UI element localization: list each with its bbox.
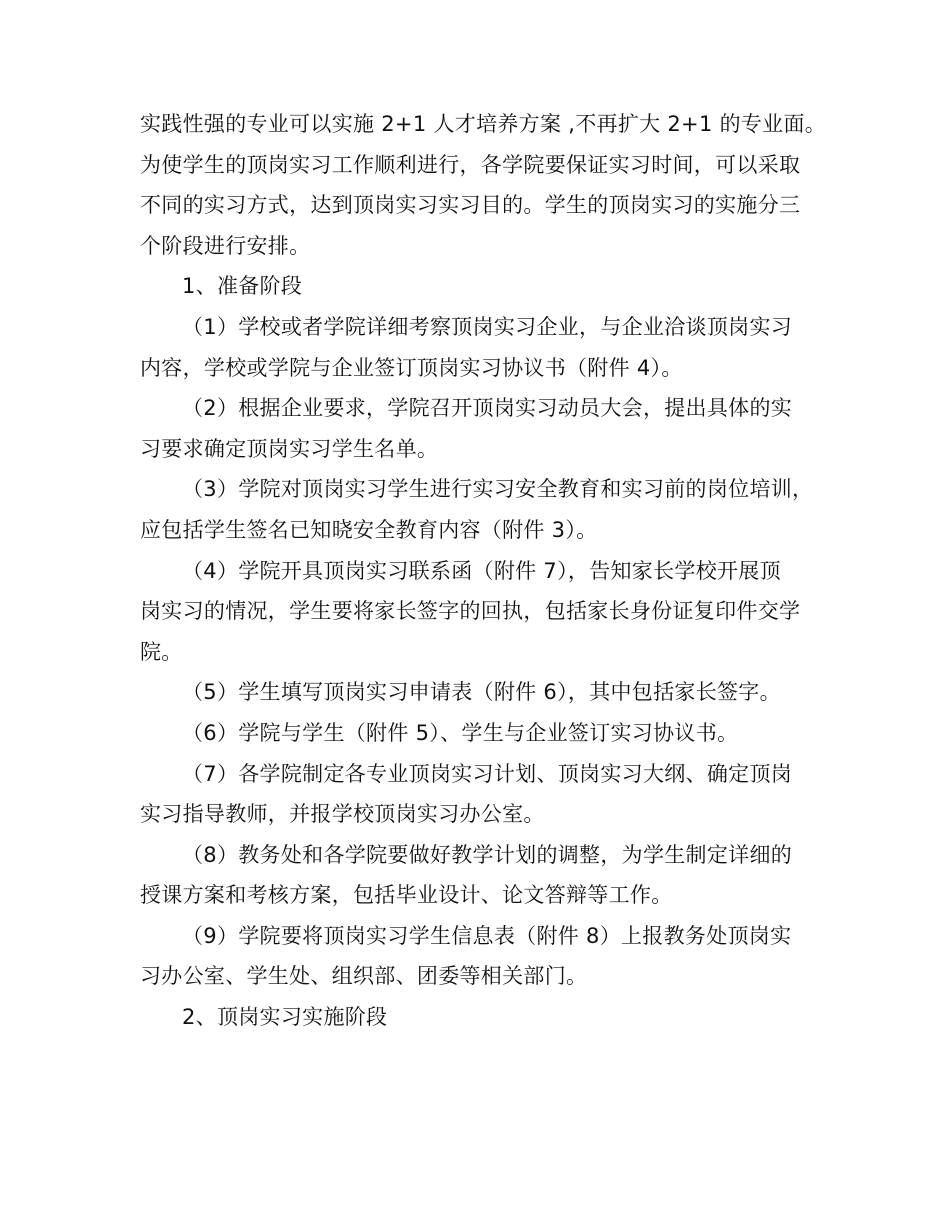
- text-line: 为使学生的顶岗实习工作顺利进行，各学院要保证实习时间，可以采取: [140, 152, 801, 177]
- text-line: 实践性强的专业可以实施 2+1 人才培养方案 ,不再扩大 2+1 的专业面。: [140, 112, 827, 136]
- text-line: 不同的实习方式，达到顶岗实习实习目的。学生的顶岗实习的实施分三: [140, 193, 801, 218]
- text-line: （5）学生填写顶岗实习申请表（附件 6），其中包括家长签字。: [182, 680, 781, 705]
- text-line: 1、准备阶段: [182, 274, 303, 299]
- text-line: 岗实习的情况，学生要将家长签字的回执，包括家长身份证复印件交学: [140, 599, 801, 624]
- text-line: 习要求确定顶岗实习学生名单。: [140, 436, 439, 461]
- paragraph-item-9: [140, 916, 820, 997]
- document-body: [140, 104, 827, 1038]
- text-line: （2）根据企业要求，学院召开顶岗实习动员大会，提出具体的实: [182, 396, 793, 421]
- text-line: （9）学院要将顶岗实习学生信息表（附件 8）上报教务处顶岗实: [182, 923, 792, 948]
- text-line: （8）教务处和各学院要做好教学计划的调整，为学生制定详细的: [182, 842, 793, 867]
- paragraph-intro: [140, 104, 827, 266]
- paragraph-item-3: [140, 469, 820, 550]
- text-line: 2、顶岗实习实施阶段: [182, 1005, 388, 1030]
- paragraph-item-1: [140, 307, 820, 388]
- paragraph-item-2: [140, 388, 820, 469]
- text-line: （7）各学院制定各专业顶岗实习计划、顶岗实习大纲、确定顶岗: [182, 761, 793, 786]
- paragraph-item-7: [140, 754, 820, 835]
- paragraph-item-4: [140, 551, 820, 673]
- text-line: （6）学院与学生（附件 5）、学生与企业签订实习协议书。: [182, 720, 739, 745]
- text-line: （1）学校或者学院详细考察顶岗实习企业，与企业洽谈顶岗实习: [182, 314, 793, 339]
- text-line: 内容，学校或学院与企业签订顶岗实习协议书（附件 4）。: [140, 355, 683, 380]
- paragraph-section-2: [140, 997, 820, 1038]
- text-line: 实习指导教师，并报学校顶岗实习办公室。: [140, 802, 545, 827]
- text-line: 授课方案和考核方案，包括毕业设计、论文答辩等工作。: [140, 883, 673, 908]
- text-line: （3）学院对顶岗实习学生进行实习安全教育和实习前的岗位培训，: [182, 477, 814, 502]
- paragraph-item-6: [140, 713, 820, 754]
- text-line: 院。: [140, 639, 183, 664]
- paragraph-item-8: [140, 835, 820, 916]
- paragraph-item-5: [140, 672, 820, 713]
- text-line: 习办公室、学生处、组织部、团委等相关部门。: [140, 964, 588, 989]
- text-line: 应包括学生签名已知晓安全教育内容（附件 3）。: [140, 517, 598, 542]
- text-line: （4）学院开具顶岗实习联系函（附件 7），告知家长学校开展顶: [182, 558, 781, 583]
- paragraph-section-1: [140, 266, 820, 307]
- text-line: 个阶段进行安排。: [140, 233, 311, 258]
